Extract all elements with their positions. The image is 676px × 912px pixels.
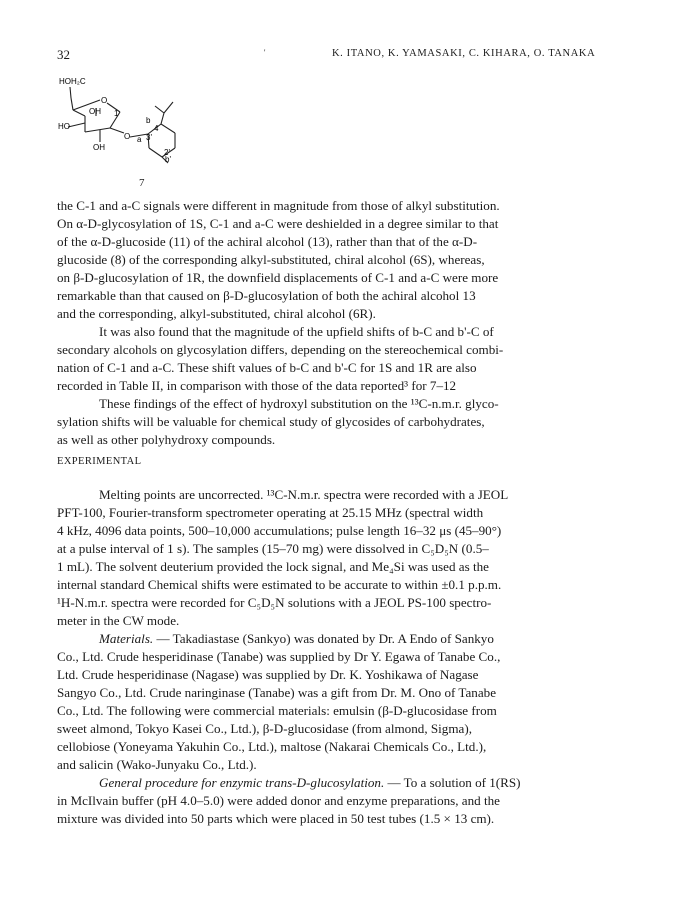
running-head: K. ITANO, K. YAMASAKI, C. KIHARA, O. TANAKA [332,48,596,59]
paragraph-6 [57,774,617,828]
line: These findings of the effect of hydroxyl substitution on the ¹³C-n.m.r. glyco- [99,396,499,411]
line: 1 mL). The solvent deuterium provided the lock signal, and Me₄Si was used as the [57,559,489,574]
line: remarkable than that caused on β-D-glucosylation of both the achiral alcohol 13 [57,288,476,303]
line: Sangyo Co., Ltd. Crude naringinase (Tanabe) was a gift from Dr. M. Ono of Tanabe [57,685,497,700]
line: — Takadiastase (Sankyo) was donated by Dr. A Endo of Sankyo [153,631,494,646]
line: internal standard Chemical shifts were estimated to be accurate to within ±0.1 p.p.m. [57,577,502,592]
line: — To a solution of 1(RS) [384,775,521,790]
line: secondary alcohols on glycosylation differs, depending on the stereochemical combi- [57,342,504,357]
line: sweet almond, Tokyo Kasei Co., Ltd.), β-D-glucosidase (from almond, Sigma), [57,721,472,736]
glycosidic-oxygen-label: O [124,132,131,141]
line: PFT-100, Fourier-transform spectrometer operating at 25.15 MHz (spectral width [57,505,484,520]
compound-label: 7 [139,177,145,189]
paragraph-4 [57,486,617,630]
structure-figure [58,70,248,195]
line: 4 kHz, 4096 data points, 500–10,000 accumulations; pulse length 16–32 μs (45–90°) [57,523,502,538]
hoh2c-label: HOH₂C [59,77,86,86]
page-number: 32 [57,47,70,62]
locant-3prime: 3' [146,133,152,142]
line: as well as other polyhydroxy compounds. [57,432,276,447]
line: the C-1 and a-C signals were different in magnitude from those of alkyl substitution. [57,198,500,213]
locant-2prime: 2' [164,148,170,157]
line: ¹H-N.m.r. spectra were recorded for C₅D₅N solutions with a JEOL PS-100 spectro- [57,595,492,610]
section-heading-experimental: EXPERIMENTAL [57,456,142,467]
line: meter in the CW mode. [57,613,180,628]
paragraph-5 [57,630,617,774]
line: Co., Ltd. Crude hesperidinase (Tanabe) was supplied by Dr Y. Egawa of Tanabe Co., [57,649,501,664]
procedure-heading: General procedure for enzymic trans-D-glucosylation. [99,775,385,790]
oh-top-label: OH [89,107,101,116]
results-text [57,197,617,449]
experimental-text [57,486,617,828]
line: and the corresponding, alkyl-substituted, chiral alcohol (6R). [57,306,376,321]
line: sylation shifts will be valuable for chemical study of glycosides of carbohydrates, [57,414,485,429]
page-mark: ' [264,48,266,57]
paragraph-3 [57,395,617,449]
line: of the α-D-glucoside (11) of the achiral alcohol (13), rather than that of the α-D- [57,234,478,249]
materials-heading: Materials. [99,631,154,646]
locant-1: 1 [114,109,119,118]
oh-bottom-label: OH [93,143,105,152]
line: and salicin (Wako-Junyaku Co., Ltd.). [57,757,257,772]
line: It was also found that the magnitude of the upfield shifts of b-C and b'-C of [99,324,494,339]
line: nation of C-1 and a-C. These shift values of b-C and b'-C for 1S and 1R are also [57,360,477,375]
locant-4: 4 [154,124,159,133]
line: Co., Ltd. The following were commercial materials: emulsin (β-D-glucosidase from [57,703,497,718]
line: at a pulse interval of 1 s). The samples (15–70 mg) were dissolved in C₅D₅N (0.5– [57,541,489,556]
line: on β-D-glucosylation of 1R, the downfield displacements of C-1 and a-C were more [57,270,499,285]
line: Ltd. Crude hesperidinase (Nagase) was supplied by Dr. K. Yoshikawa of Nagase [57,667,479,682]
line: glucoside (8) of the corresponding alkyl-substituted, chiral alcohol (6S), whereas, [57,252,485,267]
paragraph-1 [57,197,617,323]
locant-bprime: b' [165,155,171,164]
line: recorded in Table II, in comparison with those of the data reported³ for 7–12 [57,378,457,393]
locant-b: b [146,116,151,125]
line: mixture was divided into 50 parts which were placed in 50 test tubes (1.5 × 13 cm). [57,811,495,826]
line: in McIlvain buffer (pH 4.0–5.0) were added donor and enzyme preparations, and the [57,793,500,808]
line: On α-D-glycosylation of 1S, C-1 and a-C were deshielded in a degree similar to that [57,216,499,231]
ring-oxygen-label: O [101,96,108,105]
ho-left-label: HO [58,122,70,131]
line: Melting points are uncorrected. ¹³C-N.m.r. spectra were recorded with a JEOL [99,487,509,502]
locant-a: a [137,135,142,144]
paragraph-2 [57,323,617,395]
line: cellobiose (Yoneyama Yakuhin Co., Ltd.), maltose (Nakarai Chemicals Co., Ltd.), [57,739,487,754]
structure-diagram [58,70,248,195]
